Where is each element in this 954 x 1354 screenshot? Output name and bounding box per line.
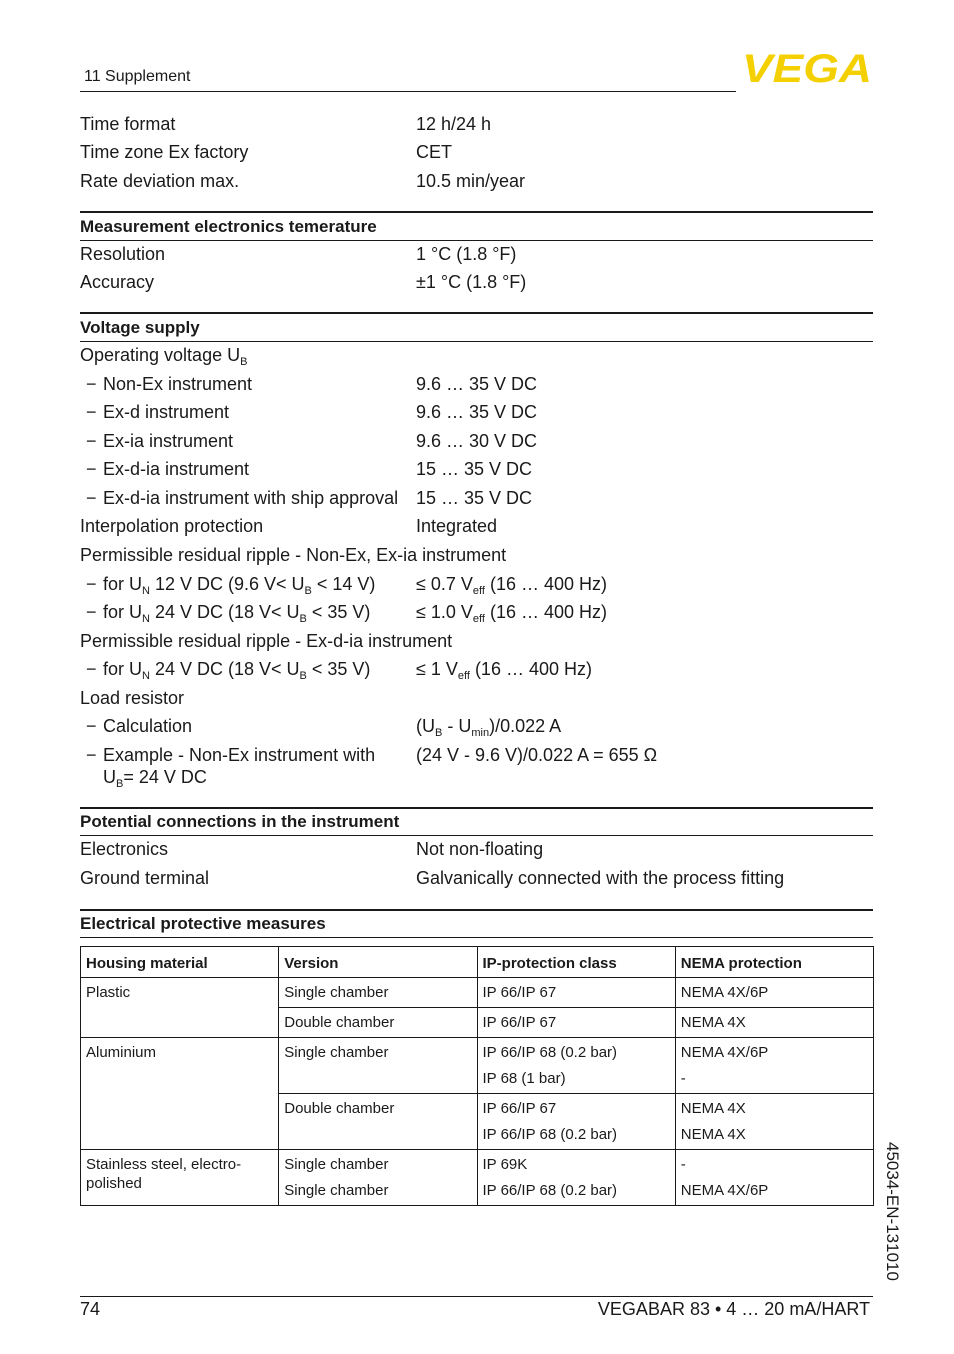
footer-title: VEGABAR 83 • 4 … 20 mA/HART (597, 1299, 870, 1319)
ex-d-ia-ship-value: 15 … 35 V DC (416, 488, 533, 508)
ripple-ex-d-ia-label: Permissible residual ripple - Ex-d-ia instrument (80, 631, 453, 651)
ex-d-ia-value: 15 … 35 V DC (416, 459, 533, 479)
calculation-label: − Calculation (86, 716, 193, 736)
voltage-heading: Voltage supply (80, 318, 200, 337)
time-format-value: 12 h/24 h (416, 114, 492, 134)
housing-material-cell: Plastic (81, 978, 279, 1038)
section-rule (80, 807, 873, 809)
section-rule (80, 312, 873, 314)
ripple-ex-d-ia-24v-value: ≤ 1 $V_{eff}$ (16 … 400 Hz) (416, 659, 592, 682)
nema-cell: NEMA 4X/6P - (675, 1038, 873, 1094)
ip-cell: IP 66/IP 67 (477, 978, 675, 1008)
rate-deviation-label: Rate deviation max. (80, 171, 240, 191)
example-label: − Example - Non-Ex instrument with (86, 745, 376, 765)
section-label: 11 Supplement (84, 68, 191, 85)
nema-cell: - NEMA 4X/6P (675, 1150, 873, 1206)
nema-cell: NEMA 4X NEMA 4X (675, 1094, 873, 1150)
version-cell: Double chamber (279, 1008, 477, 1038)
ex-ia-label: − Ex-ia instrument (86, 431, 234, 451)
version-cell: Single chamber (279, 1038, 477, 1094)
protection-table (80, 946, 874, 1206)
time-zone-label: Time zone Ex factory (80, 142, 249, 162)
ex-ia-value: 9.6 … 30 V DC (416, 431, 538, 451)
protective-heading: Electrical protective measures (80, 914, 326, 933)
section-subrule (80, 937, 873, 938)
resolution-label: Resolution (80, 244, 166, 264)
version-cell: Single chamber (279, 978, 477, 1008)
ripple-ex-d-ia-24v-label: − for $U_N$ 24 V DC (18 $V< U_B < 35$ V) (86, 659, 371, 682)
example-label-cont: $U_B= 24$ V DC (103, 767, 207, 790)
temperature-heading: Measurement electronics temerature (80, 217, 377, 236)
table-row (81, 1150, 874, 1206)
column-header: Housing material (81, 947, 279, 978)
column-header: NEMA protection (675, 947, 873, 978)
accuracy-label: Accuracy (80, 272, 155, 292)
section-rule (80, 909, 873, 911)
rate-deviation-value: 10.5 min/year (416, 171, 526, 191)
interpolation-value: Integrated (416, 516, 498, 536)
ip-cell: IP 66/IP 68 (0.2 bar) IP 68 (1 bar) (477, 1038, 675, 1094)
vega-logo-text: VEGA (742, 52, 872, 84)
non-ex-value: 9.6 … 35 V DC (416, 374, 538, 394)
load-resistor-label: Load resistor (80, 688, 185, 708)
calculation-value: $(U_B - U_{min})/0.022$ A (416, 716, 562, 739)
ex-d-value: 9.6 … 35 V DC (416, 402, 538, 422)
ground-terminal-label: Ground terminal (80, 868, 210, 888)
document-code: 45034-EN-131010 (883, 1142, 902, 1281)
version-cell: Single chamber Single chamber (279, 1150, 477, 1206)
page-number: 74 (80, 1299, 101, 1319)
ex-d-ia-ship-label: − Ex-d-ia instrument with ship approval (86, 488, 399, 508)
non-ex-label: − Non-Ex instrument (86, 374, 253, 394)
ripple-12v-label: − for $U_N$ 12 V DC (9.6 $V< U_B < 14$ V) (86, 574, 376, 597)
resolution-value: 1 °C (1.8 °F) (416, 244, 517, 264)
vega-logo (741, 52, 873, 84)
section-rule (80, 211, 873, 213)
header-rule (80, 91, 736, 92)
ripple-12v-value: ≤ 0.7 $V_{eff}$ (16 … 400 Hz) (416, 574, 607, 597)
nema-cell: NEMA 4X/6P (675, 978, 873, 1008)
section-subrule (80, 341, 873, 342)
footer-rule (80, 1296, 873, 1297)
accuracy-value: ±1 °C (1.8 °F) (416, 272, 527, 292)
table-row (81, 978, 874, 1008)
interpolation-label: Interpolation protection (80, 516, 264, 536)
ip-cell: IP 69K IP 66/IP 68 (0.2 bar) (477, 1150, 675, 1206)
column-header: Version (279, 947, 477, 978)
column-header: IP-protection class (477, 947, 675, 978)
table-header-row (81, 947, 874, 978)
ex-d-label: − Ex-d instrument (86, 402, 230, 422)
housing-material-cell: Aluminium (81, 1038, 279, 1150)
ip-cell: IP 66/IP 67 (477, 1008, 675, 1038)
time-format-label: Time format (80, 114, 176, 134)
ripple-non-ex-label: Permissible residual ripple - Non-Ex, Ex-ia instrument (80, 545, 507, 565)
table-row (81, 1038, 874, 1094)
electronics-value: Not non-floating (416, 839, 544, 859)
section-subrule (80, 835, 873, 836)
ground-terminal-value: Galvanically connected with the process fitting (416, 868, 785, 888)
electronics-label: Electronics (80, 839, 169, 859)
operating-voltage-label: Operating voltage $U_B$ (80, 345, 248, 368)
housing-material-cell: Stainless steel, electro- polished (81, 1150, 279, 1206)
potential-heading: Potential connections in the instrument (80, 812, 400, 831)
version-cell: Double chamber (279, 1094, 477, 1150)
section-subrule (80, 240, 873, 241)
time-zone-value: CET (416, 142, 452, 162)
example-value: (24 V - 9.6 V)/0.022 A = 655 Ω (416, 745, 658, 765)
ip-cell: IP 66/IP 67 IP 66/IP 68 (0.2 bar) (477, 1094, 675, 1150)
ripple-24v-label: − for $U_N$ 24 V DC (18 $V< U_B < 35$ V) (86, 602, 371, 625)
ripple-24v-value: ≤ 1.0 $V_{eff}$ (16 … 400 Hz) (416, 602, 607, 625)
nema-cell: NEMA 4X (675, 1008, 873, 1038)
ex-d-ia-label: − Ex-d-ia instrument (86, 459, 250, 479)
